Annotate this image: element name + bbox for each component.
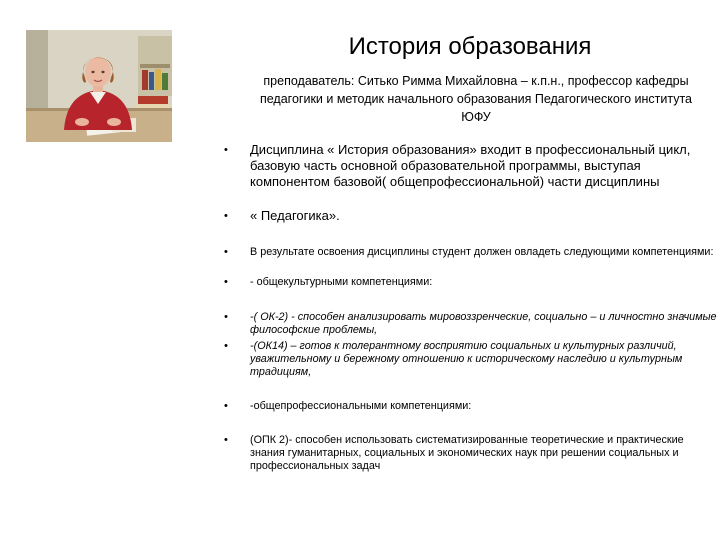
bullet-item: • (ОПК 2)- способен использовать систематизированные теоретические и практические знания гуманитарных, социальных и экономических наук при решении социальных и профессиональных задач xyxy=(250,434,720,473)
bullet-item: • -общепрофессиональными компетенциями: xyxy=(250,400,720,413)
slide-title: История образования xyxy=(348,33,592,60)
bullet-item: • -( ОК-2) - способен анализировать мировоззренческие, социально – и личностно значимые философские проблемы, xyxy=(250,311,720,337)
bullet-item: • В результате освоения дисциплины студент должен овладеть следующими компетенциями: xyxy=(250,246,720,259)
lecturer-info: преподаватель: Ситько Римма Михайловна – к.п.н., профессор кафедры педагогики и методик начального образования Педагогического института ЮФУ xyxy=(259,74,693,124)
bullet-item: • Дисциплина « История образования» входит в профессиональный цикл, базовую часть основной образовательной программы, выступая компонентом базовой( общепрофессиональной) части дисциплины xyxy=(250,142,720,190)
bullet-item: • - общекультурными компетенциями: xyxy=(250,276,720,289)
bullet-item: • « Педагогика». xyxy=(250,208,720,224)
bullet-item: • -(ОК14) – готов к толерантному восприятию социальных и культурных различий, уважительному и бережному отношению к историческому наследию и культурным традициям, xyxy=(250,340,720,379)
